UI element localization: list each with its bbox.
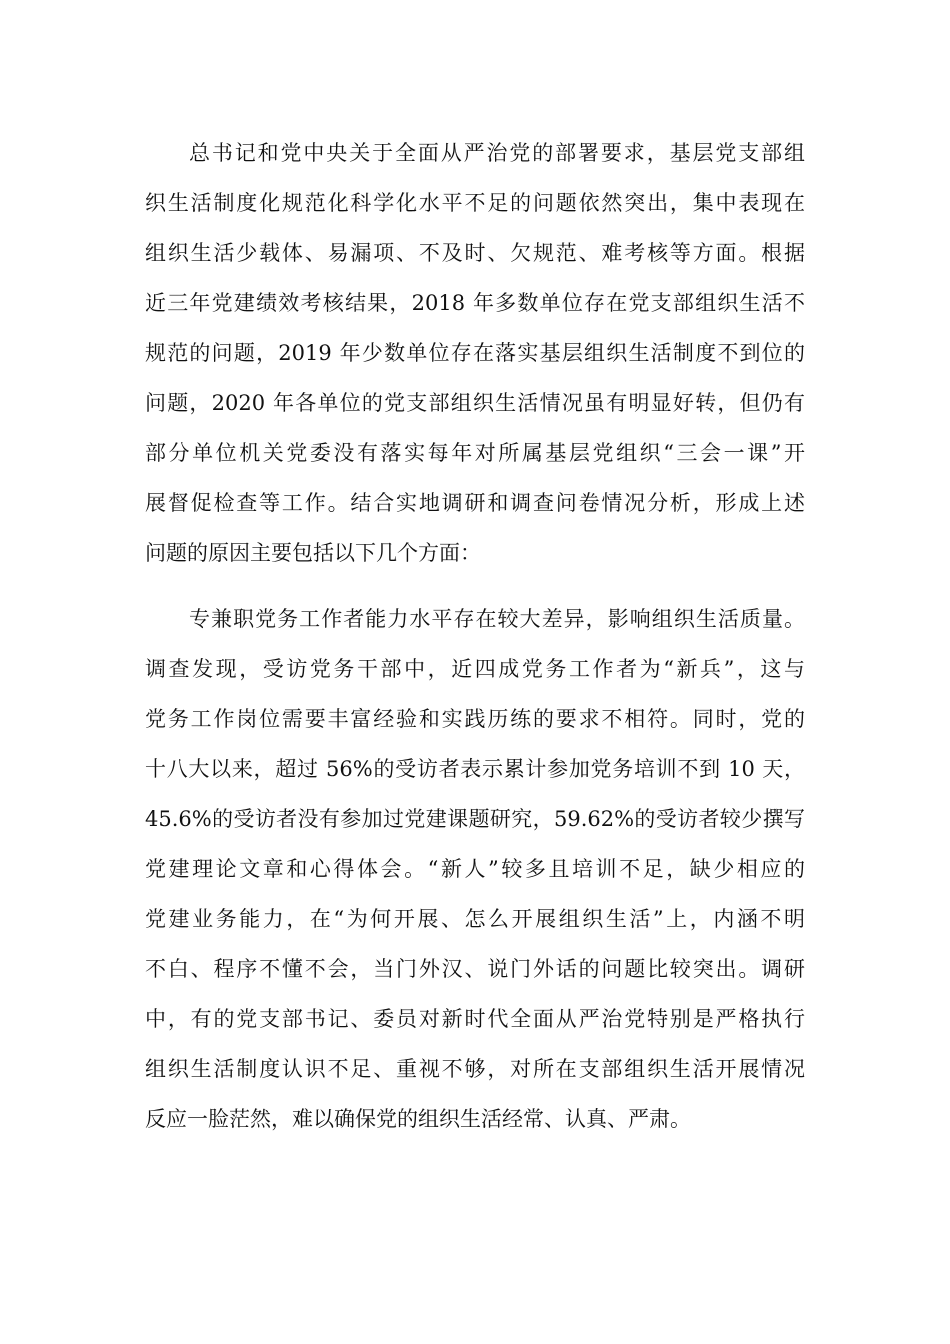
paragraph-line: 党务工作岗位需要丰富经验和实践历练的要求不相符。同时，党的 (145, 707, 805, 731)
paragraph-line: 45.6%的受访者没有参加过党建课题研究，59.62%的受访者较少撰写 (145, 807, 805, 831)
paragraph-line: 党建业务能力，在“为何开展、怎么开展组织生活”上，内涵不明 (145, 907, 805, 931)
paragraph-1 (145, 128, 805, 578)
document-body (145, 128, 805, 1144)
paragraph-line: 展督促检查等工作。结合实地调研和调查问卷情况分析，形成上述 (145, 491, 805, 515)
paragraph-line: 调查发现，受访党务干部中，近四成党务工作者为“新兵”，这与 (145, 657, 805, 681)
paragraph-line: 组织生活少载体、易漏项、不及时、欠规范、难考核等方面。根据 (145, 241, 805, 265)
paragraph-line: 组织生活制度认识不足、重视不够，对所在支部组织生活开展情况 (145, 1057, 805, 1081)
paragraph-line: 十八大以来，超过 56%的受访者表示累计参加党务培训不到 10 天， (145, 757, 805, 781)
paragraph-spacer (145, 578, 805, 594)
paragraph-line: 问题，2020 年各单位的党支部组织生活情况虽有明显好转，但仍有 (145, 391, 805, 415)
paragraph-line: 不白、程序不懂不会，当门外汉、说门外话的问题比较突出。调研 (145, 957, 805, 981)
paragraph-line: 问题的原因主要包括以下几个方面： (145, 541, 481, 565)
paragraph-line: 反应一脸茫然，难以确保党的组织生活经常、认真、严肃。 (145, 1107, 691, 1131)
paragraph-line: 中，有的党支部书记、委员对新时代全面从严治党特别是严格执行 (145, 1007, 805, 1031)
paragraph-line: 部分单位机关党委没有落实每年对所属基层党组织“三会一课”开 (145, 441, 805, 465)
paragraph-line: 近三年党建绩效考核结果，2018 年多数单位存在党支部组织生活不 (145, 291, 805, 315)
paragraph-2 (145, 594, 805, 1144)
paragraph-line: 织生活制度化规范化科学化水平不足的问题依然突出，集中表现在 (145, 191, 805, 215)
paragraph-line: 总书记和党中央关于全面从严治党的部署要求，基层党支部组 (189, 141, 805, 165)
paragraph-line: 规范的问题，2019 年少数单位存在落实基层组织生活制度不到位的 (145, 341, 805, 365)
paragraph-line: 专兼职党务工作者能力水平存在较大差异，影响组织生活质量。 (189, 607, 805, 631)
paragraph-line: 党建理论文章和心得体会。“新人”较多且培训不足，缺少相应的 (145, 857, 805, 881)
